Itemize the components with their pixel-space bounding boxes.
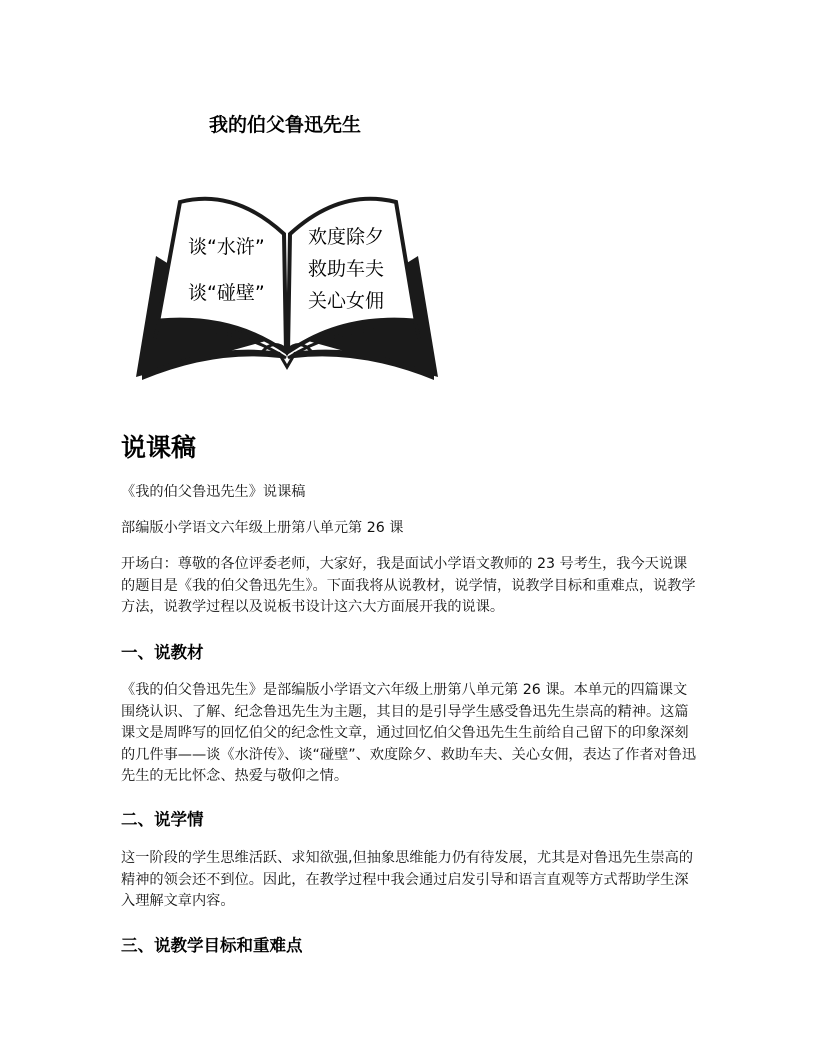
heading-students: 二、说学情: [121, 810, 204, 829]
book-left-line-1: 谈“水浒”: [188, 236, 265, 258]
book-right-line-2: 救助车夫: [308, 258, 385, 280]
book-illustration: [134, 192, 440, 384]
textbook-paragraph: 《我的伯父鲁迅先生》是部编版小学语文六年级上册第八单元第 26 课。本单元的四篇课文围绕认识、了解、纪念鲁迅先生为主题，其目的是引导学生感受鲁迅先生崇高的精神。这篇课文是周晔写的回忆伯父的纪念性文章，通过回忆伯父鲁迅先生生前给自己留下的印象深刻的几件事——谈《水浒传》、谈“碰壁”、欢度除夕、救助车夫、关心女佣，表达了作者对鲁迅先生的无比怀念、热爱与敬仰之情。: [121, 682, 697, 784]
lesson-source: 部编版小学语文六年级上册第八单元第 26 课: [121, 520, 404, 536]
opening-paragraph: 开场白：尊敬的各位评委老师，大家好，我是面试小学语文教师的 23 号考生，我今天说课的题目是《我的伯父鲁迅先生》。下面我将从说教材，说学情，说教学目标和重难点，说教学方法，说教学过程以及说板书设计这六大方面展开我的说课。: [121, 556, 696, 615]
book-right-line-1: 欢度除夕: [308, 226, 385, 248]
section-title: 说课稿: [121, 433, 197, 462]
document-title: 我的伯父鲁迅先生: [209, 114, 362, 136]
heading-goals: 三、说教学目标和重难点: [121, 936, 303, 955]
heading-textbook: 一、说教材: [121, 643, 204, 662]
book-right-line-3: 关心女佣: [308, 290, 385, 312]
doc-name: 《我的伯父鲁迅先生》说课稿: [121, 484, 306, 500]
book-left-line-2: 谈“碰壁”: [188, 282, 265, 304]
open-book-icon: [134, 192, 440, 384]
students-paragraph: 这一阶段的学生思维活跃、求知欲强,但抽象思维能力仍有待发展，尤其是对鲁迅先生崇高的精神的领会还不到位。因此，在教学过程中我会通过启发引导和语言直观等方式帮助学生深入理解文章内容。: [121, 850, 694, 909]
